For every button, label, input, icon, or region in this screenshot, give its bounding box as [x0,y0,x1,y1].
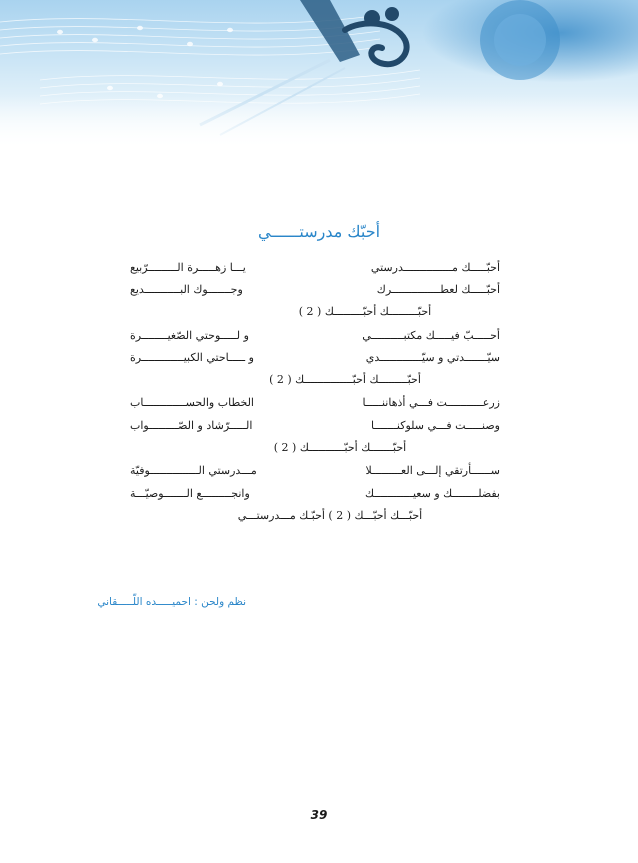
verse-second-half: وجـــــــوك البـــــــــــديع [130,283,243,297]
verse-line [130,279,500,302]
verse-second-half: و لـــــوحتي الصّغيــــــــرة [130,328,249,342]
verse-second-half: مـــدرستي الـــــــــــــــوفيّة [130,464,257,478]
verse-first-half: أحـــــبّ فيـــــك مكتبــــــــــي [362,328,500,342]
chorus-line: أحبّـــــــــك أحبّـــــــــــــــك ( 2 ) [269,372,421,386]
verse-second-half: و ـــــاحتي الكبيـــــــــــــرة [130,351,254,365]
verse-line [130,346,500,369]
violin-sheet-music-illustration [0,0,638,150]
verse-line [130,324,500,347]
verse-first-half: زرعـــــــــــت فـــي أذهاننـــــا [362,396,500,410]
verse-second-half: وانجـــــــــع الـــــــوصيّـــة [130,486,250,500]
verse-first-half: أحبّـــــك لعطـــــــــــــــرك [376,283,500,297]
verse-first-half: ســــــأرتقي إلـــى العـــــــــلا [365,464,500,478]
verse-second-half: يـــا زهـــــرة الـــــــــرّبيع [130,260,246,274]
verse-line [130,459,500,482]
verse-first-half: أحبّـــــك مـــــــــــــــدرستي [370,260,500,274]
verse-line [130,482,500,505]
verse-second-half: الخطاب والحســـــــــــــاب [130,396,254,410]
verse-first-half: وصنـــــت فـــي سلوكنـــــــا [371,418,500,432]
verse-first-half: سيّـــــــدتي و سيّـــــــــــــدي [365,351,500,365]
header-banner [0,0,638,150]
chorus-line: أحبّـــــــك أحبّـــــــــــك ( 2 ) [273,440,407,454]
chorus-line: أحبّـــــــــك أحبّـــــــــك ( 2 ) [298,305,432,319]
poem-title: أحبّك مدرستــــــي [257,222,381,241]
verse-line [130,256,500,279]
page-number: 39 [310,808,328,822]
poem-body [130,256,500,527]
verse-first-half: بفضلــــــــك و سعيــــــــــــك [365,486,500,500]
verse-line [130,392,500,415]
author-credit: نظم ولحن : احميـــــده اللّـــــقاني [97,596,246,608]
verse-line [130,414,500,437]
verse-second-half: الـــــرّشاد و الصّـــــــــواب [130,418,253,432]
final-chorus-line: أحبّـــك أحبّـــك ( 2 ) أحبّـك مـــدرستـــي [237,508,423,522]
